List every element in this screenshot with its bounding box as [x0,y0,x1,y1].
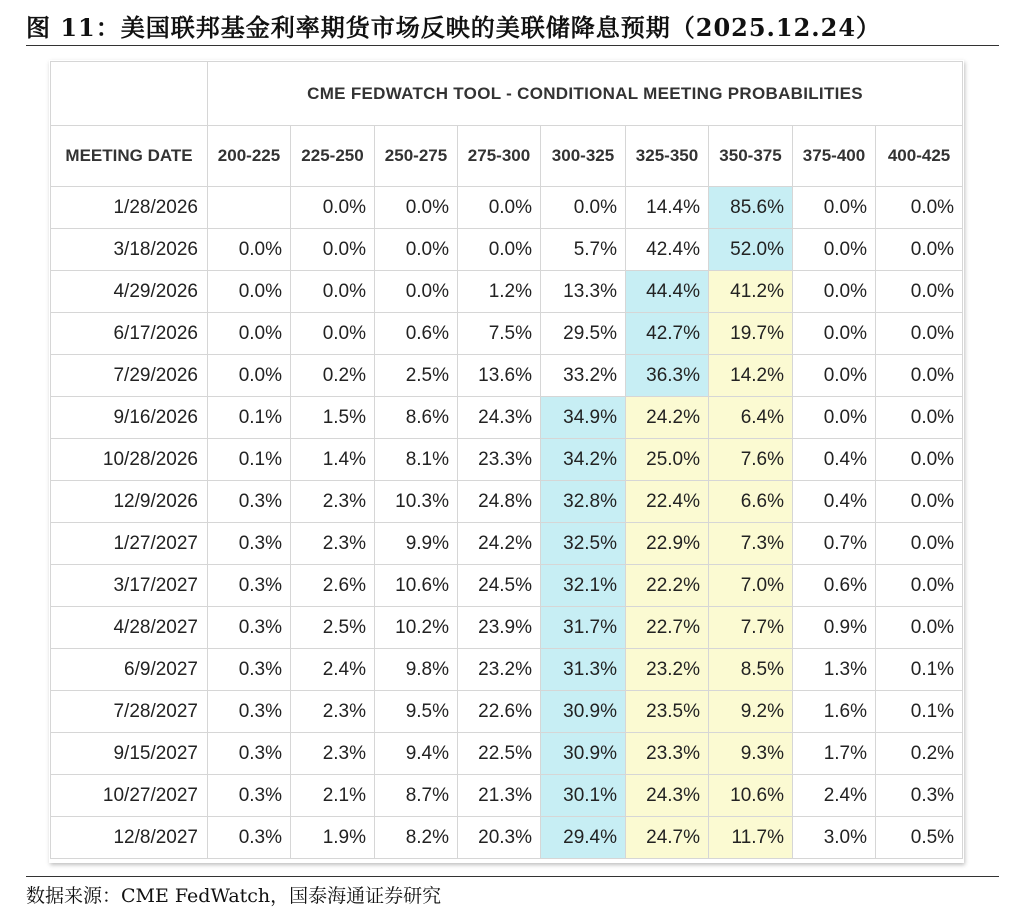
probability-cell: 0.2% [876,733,963,775]
table-row [51,649,963,691]
meeting-date-cell: 4/28/2027 [51,607,208,649]
probability-cell: 5.7% [541,229,626,271]
probability-cell: 10.2% [375,607,458,649]
meeting-date-cell: 10/28/2026 [51,439,208,481]
probability-cell: 9.2% [709,691,793,733]
probability-cell: 0.2% [291,355,375,397]
probability-cell: 6.6% [709,481,793,523]
probability-cell: 23.3% [458,439,541,481]
meeting-date-cell: 7/28/2027 [51,691,208,733]
meeting-date-cell: 1/27/2027 [51,523,208,565]
probability-cell: 0.3% [876,775,963,817]
probability-cell: 2.5% [375,355,458,397]
table-title: CME FEDWATCH TOOL - CONDITIONAL MEETING PROBABILITIES [208,62,963,126]
probability-cell: 8.5% [709,649,793,691]
table-title-row [51,62,963,126]
probability-cell: 0.0% [291,187,375,229]
probability-cell: 24.2% [458,523,541,565]
probability-cell: 7.3% [709,523,793,565]
probability-cell: 2.3% [291,733,375,775]
table-row [51,775,963,817]
probability-cell [208,187,291,229]
probability-cell: 0.0% [458,229,541,271]
probability-cell: 42.7% [626,313,709,355]
probability-cell: 30.1% [541,775,626,817]
header-rate-range: 275-300 [458,126,541,187]
probability-cell: 8.6% [375,397,458,439]
probability-cell: 24.5% [458,565,541,607]
table-row [51,565,963,607]
probability-cell: 34.2% [541,439,626,481]
meeting-date-cell: 6/9/2027 [51,649,208,691]
probability-cell: 23.2% [458,649,541,691]
table-row [51,187,963,229]
table-body [51,187,963,859]
table-row [51,439,963,481]
probability-cell: 23.5% [626,691,709,733]
probability-cell: 22.5% [458,733,541,775]
probability-cell: 10.6% [375,565,458,607]
corner-cell [51,62,208,126]
probability-cell: 0.0% [876,481,963,523]
probability-cell: 8.1% [375,439,458,481]
probability-cell: 0.3% [208,649,291,691]
probability-cell: 0.1% [208,439,291,481]
source-note: 数据来源：CME FedWatch，国泰海通证券研究 [26,885,442,907]
probability-cell: 20.3% [458,817,541,859]
meeting-date-cell: 3/18/2026 [51,229,208,271]
fedwatch-table-panel [49,60,964,863]
probability-cell: 21.3% [458,775,541,817]
probability-cell: 2.4% [793,775,876,817]
probability-cell: 2.3% [291,481,375,523]
probability-cell: 9.5% [375,691,458,733]
probability-cell: 1.9% [291,817,375,859]
probability-cell: 31.3% [541,649,626,691]
probability-cell: 7.7% [709,607,793,649]
probability-cell: 30.9% [541,733,626,775]
probability-cell: 0.0% [793,397,876,439]
header-rate-range: 300-325 [541,126,626,187]
probability-cell: 8.2% [375,817,458,859]
probability-cell: 3.0% [793,817,876,859]
probability-cell: 1.4% [291,439,375,481]
probability-cell: 0.0% [876,187,963,229]
probability-cell: 0.0% [876,397,963,439]
probability-cell: 24.3% [458,397,541,439]
probability-cell: 7.6% [709,439,793,481]
probability-cell: 0.0% [876,271,963,313]
meeting-date-cell: 12/8/2027 [51,817,208,859]
probability-cell: 1.7% [793,733,876,775]
probability-cell: 13.3% [541,271,626,313]
probability-cell: 0.0% [876,607,963,649]
probability-cell: 0.0% [291,229,375,271]
probability-cell: 41.2% [709,271,793,313]
meeting-date-cell: 9/15/2027 [51,733,208,775]
probability-cell: 9.4% [375,733,458,775]
probability-cell: 0.0% [793,187,876,229]
probability-cell: 0.6% [375,313,458,355]
probability-cell: 2.4% [291,649,375,691]
probability-cell: 29.5% [541,313,626,355]
top-divider [26,45,999,46]
probability-cell: 9.8% [375,649,458,691]
probability-cell: 2.1% [291,775,375,817]
probability-cell: 0.0% [876,565,963,607]
probability-cell: 0.5% [876,817,963,859]
probability-cell: 1.3% [793,649,876,691]
header-rate-range: 400-425 [876,126,963,187]
probability-cell: 0.0% [208,355,291,397]
probability-cell: 0.1% [876,649,963,691]
probability-cell: 32.5% [541,523,626,565]
probability-cell: 0.0% [375,187,458,229]
probability-cell: 22.2% [626,565,709,607]
probability-cell: 52.0% [709,229,793,271]
meeting-date-cell: 4/29/2026 [51,271,208,313]
probability-cell: 0.0% [375,271,458,313]
probability-cell: 2.5% [291,607,375,649]
probability-cell: 0.4% [793,439,876,481]
probability-cell: 9.9% [375,523,458,565]
probability-cell: 31.7% [541,607,626,649]
probability-cell: 0.6% [793,565,876,607]
probability-cell: 0.3% [208,733,291,775]
probability-cell: 0.0% [793,355,876,397]
header-rate-range: 200-225 [208,126,291,187]
probability-cell: 0.3% [208,481,291,523]
probability-cell: 14.4% [626,187,709,229]
probability-cell: 0.0% [876,229,963,271]
table-row [51,481,963,523]
probability-cell: 85.6% [709,187,793,229]
table-row [51,229,963,271]
table-row [51,355,963,397]
probability-cell: 23.2% [626,649,709,691]
probability-cell: 0.0% [876,355,963,397]
probability-cell: 0.0% [793,313,876,355]
probability-cell: 32.8% [541,481,626,523]
probability-cell: 0.3% [208,817,291,859]
probability-cell: 0.0% [208,229,291,271]
probability-cell: 0.3% [208,607,291,649]
probability-cell: 24.2% [626,397,709,439]
probability-cell: 22.7% [626,607,709,649]
probability-cell: 1.2% [458,271,541,313]
probability-cell: 0.1% [876,691,963,733]
probability-cell: 9.3% [709,733,793,775]
probability-cell: 0.1% [208,397,291,439]
meeting-date-cell: 10/27/2027 [51,775,208,817]
probability-cell: 25.0% [626,439,709,481]
probability-cell: 7.0% [709,565,793,607]
probability-cell: 32.1% [541,565,626,607]
probability-cell: 2.6% [291,565,375,607]
probability-cell: 0.3% [208,523,291,565]
probability-cell: 7.5% [458,313,541,355]
probability-cell: 0.0% [793,229,876,271]
probability-cell: 1.5% [291,397,375,439]
probability-cell: 42.4% [626,229,709,271]
column-header-row [51,126,963,187]
table-row [51,313,963,355]
probability-cell: 19.7% [709,313,793,355]
probability-table [50,61,963,859]
probability-cell: 0.9% [793,607,876,649]
probability-cell: 0.3% [208,691,291,733]
probability-cell: 0.3% [208,565,291,607]
table-row [51,733,963,775]
probability-cell: 0.0% [375,229,458,271]
probability-cell: 2.3% [291,523,375,565]
probability-cell: 33.2% [541,355,626,397]
probability-cell: 34.9% [541,397,626,439]
probability-cell: 0.0% [208,271,291,313]
probability-cell: 24.8% [458,481,541,523]
probability-cell: 22.4% [626,481,709,523]
probability-cell: 10.6% [709,775,793,817]
probability-cell: 44.4% [626,271,709,313]
probability-cell: 29.4% [541,817,626,859]
probability-cell: 14.2% [709,355,793,397]
bottom-divider [26,876,999,877]
table-row [51,691,963,733]
meeting-date-cell: 7/29/2026 [51,355,208,397]
probability-cell: 23.3% [626,733,709,775]
probability-cell: 0.4% [793,481,876,523]
probability-cell: 0.0% [541,187,626,229]
probability-cell: 30.9% [541,691,626,733]
probability-cell: 36.3% [626,355,709,397]
probability-cell: 13.6% [458,355,541,397]
table-row [51,523,963,565]
header-meeting-date: MEETING DATE [51,126,208,187]
probability-cell: 22.9% [626,523,709,565]
probability-cell: 10.3% [375,481,458,523]
probability-cell: 2.3% [291,691,375,733]
table-row [51,397,963,439]
header-rate-range: 250-275 [375,126,458,187]
probability-cell: 0.7% [793,523,876,565]
meeting-date-cell: 12/9/2026 [51,481,208,523]
probability-cell: 0.0% [291,271,375,313]
header-rate-range: 325-350 [626,126,709,187]
figure-title: 图 11：美国联邦基金利率期货市场反映的美联储降息预期（2025.12.24） [26,13,882,42]
table-row [51,271,963,313]
table-row [51,817,963,859]
probability-cell: 0.0% [876,523,963,565]
header-rate-range: 350-375 [709,126,793,187]
probability-cell: 11.7% [709,817,793,859]
probability-cell: 1.6% [793,691,876,733]
probability-cell: 23.9% [458,607,541,649]
table-row [51,607,963,649]
probability-cell: 0.0% [208,313,291,355]
probability-cell: 0.3% [208,775,291,817]
probability-cell: 8.7% [375,775,458,817]
probability-cell: 22.6% [458,691,541,733]
probability-cell: 0.0% [458,187,541,229]
probability-cell: 0.0% [876,313,963,355]
header-rate-range: 225-250 [291,126,375,187]
probability-cell: 6.4% [709,397,793,439]
meeting-date-cell: 1/28/2026 [51,187,208,229]
probability-cell: 0.0% [793,271,876,313]
header-rate-range: 375-400 [793,126,876,187]
meeting-date-cell: 6/17/2026 [51,313,208,355]
meeting-date-cell: 9/16/2026 [51,397,208,439]
meeting-date-cell: 3/17/2027 [51,565,208,607]
probability-cell: 0.0% [291,313,375,355]
probability-cell: 24.3% [626,775,709,817]
probability-cell: 24.7% [626,817,709,859]
probability-cell: 0.0% [876,439,963,481]
